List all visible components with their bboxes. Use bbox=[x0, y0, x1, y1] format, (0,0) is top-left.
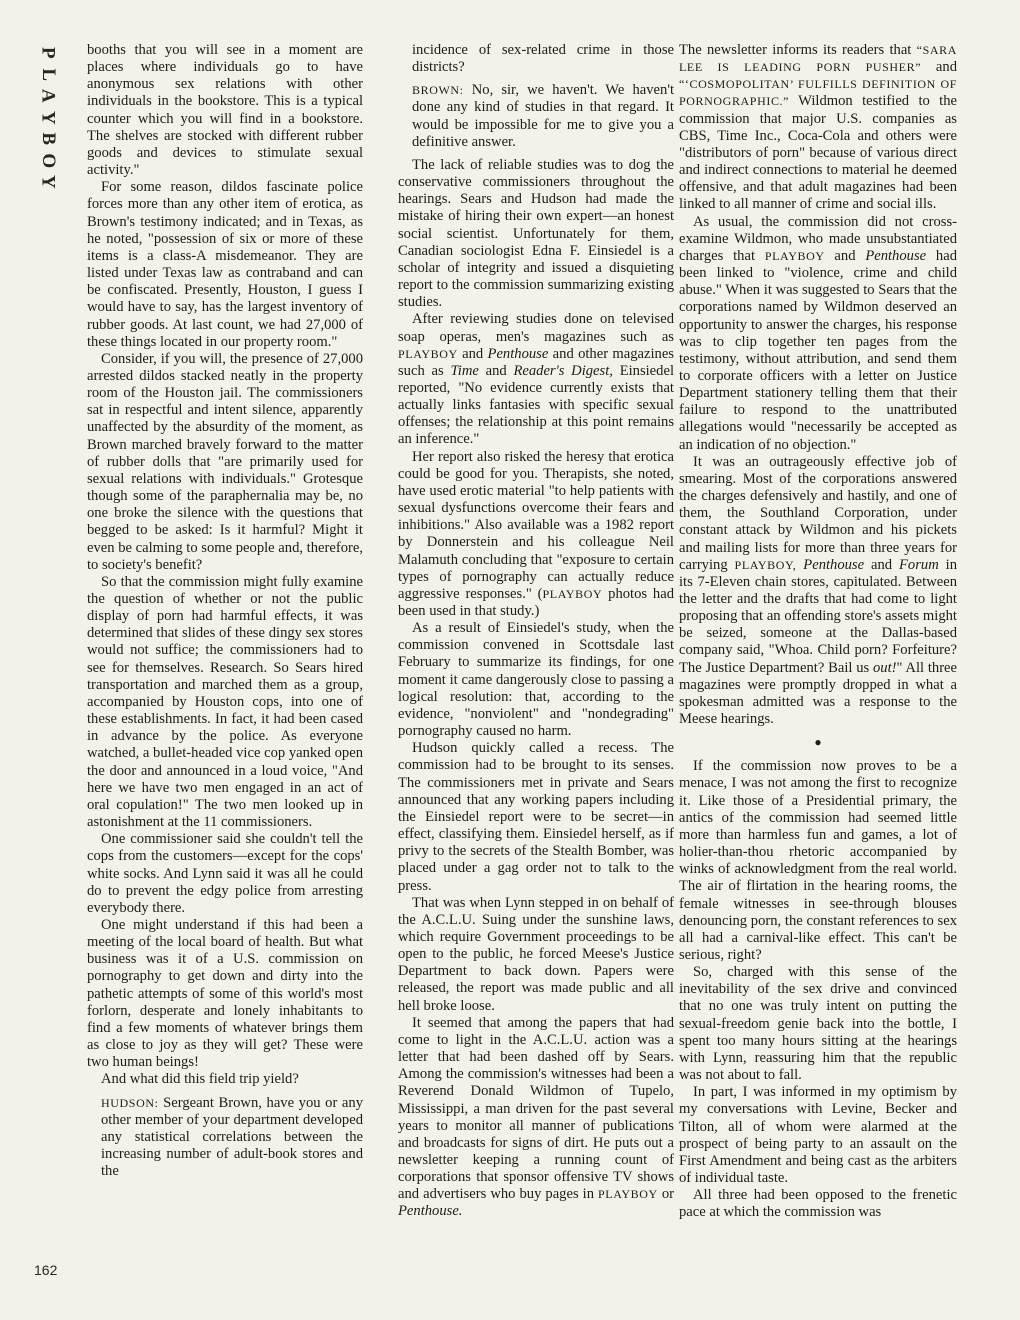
text-run: One commissioner said she couldn't tell the cops from the customers—except for the cops' white socks. And Lynn said it was all he could do to prevent the edgy police from arresting everybody there. bbox=[87, 831, 363, 916]
italic-title: Penthouse. bbox=[398, 1203, 463, 1220]
text-run: and bbox=[864, 556, 899, 573]
text-run: Sergeant Brown, have you or any other member of your department developed any statistical correlations between the increasing number of adult-book stores and the bbox=[101, 1094, 363, 1180]
masthead-letter: B bbox=[37, 132, 59, 146]
body-paragraph bbox=[398, 311, 674, 448]
text-run: in its 7-Eleven chain stores, capitulated. Between the letter and the drafts that had come to light proposing that an offending store's assets might be seized, someone at the Dallas-based company said, "Whoa. Child porn? Forfeiture? The Justice Department? Bail us bbox=[679, 556, 957, 676]
small-caps-text: PLAYBOY, bbox=[734, 557, 797, 572]
page-number: 162 bbox=[34, 1262, 58, 1278]
text-run: As usual, the commission did not cross-examine Wildmon, who made unsubstantiated charges that bbox=[679, 213, 957, 264]
speaker-label: BROWN: bbox=[412, 83, 464, 98]
small-caps-text: “SARA LEE IS LEADING PORN PUSHER” bbox=[679, 43, 957, 75]
body-paragraph bbox=[398, 1015, 674, 1221]
body-paragraph bbox=[679, 42, 957, 214]
text-run: Her report also risked the heresy that erotica could be good for you. Therapists, she noted, have used erotic material "to help patients with sexual dysfunctions overcome their fears and inhibitions." Also available was a 1982 report by Donnerstein and his colleague Neil Malamuth concluding that "exposure to certain types of pornography can actually reduce aggressive responses." ( bbox=[398, 448, 674, 602]
text-run: photos had been used in that study.) bbox=[398, 585, 674, 619]
body-paragraph bbox=[398, 157, 674, 311]
text-run: or bbox=[657, 1186, 674, 1203]
italic-title: Reader's Digest, bbox=[513, 362, 613, 379]
text-run: " All three magazines were promptly dropped in what a spokesman admitted was a response to the Meese hearings. bbox=[679, 659, 958, 728]
column-2 bbox=[398, 42, 674, 1221]
text-run: So that the commission might fully examine the question of whether or not the public display of porn had harmful effects, it was determined that slides of these dingy sex stores would not suffice; the commissioners had to see for themselves. Research. So Sears hired transportation and marched them as a group, accompanied by Houston cops, into one of these establishments. In fact, it had been cased in advance by the police. As everyone watched, a bullet-headed vice cop yanked open the door and announced in a loud voice, "And here we have two men engaged in an act of oral copulation!" The two men looked up in astonishment at the 11 commissioners. bbox=[87, 573, 363, 831]
body-paragraph bbox=[87, 179, 363, 351]
body-paragraph bbox=[679, 758, 957, 964]
column-3 bbox=[679, 42, 957, 1221]
body-paragraph bbox=[398, 620, 674, 740]
text-run: booths that you will see in a moment are places where individuals go to have anonymous sex relations with other individuals in the bookstore. This is a typical counter which you will find in a bookstore. The shelves are stocked with different rubber goods and devices to stimulate sexual activity." bbox=[87, 42, 363, 179]
italic-title: Time bbox=[450, 362, 479, 379]
masthead-letter: P bbox=[37, 46, 59, 59]
speaker-label: HUDSON: bbox=[101, 1095, 159, 1110]
magazine-masthead bbox=[34, 42, 62, 193]
masthead-letter: L bbox=[37, 67, 59, 81]
small-caps-text: PLAYBOY bbox=[398, 346, 458, 361]
text-run: Consider, if you will, the presence of 27,000 arrested dildos stacked neatly in the property room of the Houston jail. The commissioners sat in respectful and intent silence, apparently unaffected by the absurdity of the moment, as Brown marched bravely forward to the matter of rubber dolls that "are primarily used for sexual relations with individuals." Grotesque though some of the paraphernalia may be, no one broke the silence with the questions that begged to be asked: Is it harmful? Might it even be calming to some people and, therefore, to society's benefit? bbox=[87, 350, 363, 573]
body-paragraph bbox=[398, 449, 674, 621]
text-run: All three had been opposed to the frenetic pace at which the commission was bbox=[679, 1187, 957, 1221]
small-caps-text: PLAYBOY bbox=[598, 1187, 658, 1202]
text-run: Hudson quickly called a recess. The commission had to be brought to its senses. The commissioners met in private and Sears announced that any working papers including the Einsiedel report were to be secret—in effect, classifying them. Einsiedel herself, as if privy to the secrets of the Stealth Bomber, was placed under a gag order not to talk to the press. bbox=[398, 740, 674, 894]
body-paragraph bbox=[679, 1187, 957, 1221]
text-run: In part, I was informed in my optimism by my conversations with Levine, Becker and Tilton, all of whom were alarmed at the prospect of being party to an assault on the First Amendment and being cast as the arbiters of individual taste. bbox=[679, 1084, 957, 1186]
text-run: So, charged with this sense of the inevitability of the sex drive and convinced that no one was truly intent on putting the sexual-freedom genie back into the bottle, I spent too many hours sitting at the hearings with Lynn, reassuring him that the republic was not about to fall. bbox=[679, 964, 957, 1084]
text-run: As a result of Einsiedel's study, when the commission convened in Scottsdale last February to summarize its findings, for one moment it came dangerously close to passing a logical resolution: that, according to the evidence, "nonviolent" and "nondegrading" pornography caused no harm. bbox=[398, 620, 674, 740]
transcript-exchange bbox=[412, 82, 674, 151]
masthead-letter: O bbox=[37, 152, 59, 168]
text-run: It seemed that among the papers that had come to light in the A.C.L.U. action was a letter that had been dashed off by Sears. Among the commission's witnesses had been a Reverend Donald Wildmon of Tupelo, Mississippi, a man driven for the past several years to monitor all manner of publications and broadcasts for signs of dirt. He puts out a newsletter keeping a running count of corporations that sponsor offensive TV shows and advertisers who buy pages in bbox=[398, 1014, 674, 1203]
body-paragraph bbox=[679, 1084, 957, 1187]
text-run: and bbox=[921, 59, 957, 76]
body-paragraph bbox=[87, 351, 363, 574]
text-run: After reviewing studies done on televised soap operas, men's magazines such as bbox=[398, 311, 674, 345]
text-run: It was an outrageously effective job of smearing. Most of the corporations answered the charges defensively and hastily, and one of them, the Southland Corporation, under constant attack by Wildmon and his pickets and mailing lists for more than three years for carrying bbox=[679, 453, 957, 573]
body-paragraph bbox=[398, 895, 674, 1015]
masthead-letter: Y bbox=[37, 110, 59, 125]
small-caps-text: “‘COSMOPOLITAN’ FULFILLS DEFINITION OF PORNOGRAPHIC.” bbox=[679, 77, 957, 109]
italic-title: Penthouse bbox=[803, 556, 865, 573]
text-run: Wildmon testified to the commission that major U.S. companies as CBS, Time Inc., Coca-Cola and others were "distributors of porn" because of various direct and indirect connections to material he deemed offensive, and that adult magazines had been linked to all manner of crime and social ills. bbox=[679, 93, 957, 213]
column-1 bbox=[87, 42, 363, 1186]
italic-title: Forum bbox=[899, 556, 939, 573]
body-paragraph bbox=[679, 214, 957, 454]
italic-title: Penthouse bbox=[487, 345, 549, 362]
text-run: and bbox=[478, 362, 514, 379]
body-paragraph bbox=[87, 831, 363, 917]
body-paragraph bbox=[87, 42, 363, 179]
text-run: and other magazines such as bbox=[398, 345, 674, 379]
text-run: One might understand if this had been a meeting of the local board of health. But what business was it of a U.S. commission on pornography to get down and dirty into the pathetic attempts of some of this world's most forlorn, desperate and lonely inhabitants to find a few moments of whatever brings them as close to joy as they will get? These were two human beings! bbox=[87, 916, 363, 1071]
section-break-bullet: ● bbox=[814, 735, 822, 750]
italic-title: Penthouse bbox=[865, 247, 927, 264]
body-paragraph bbox=[398, 740, 674, 894]
italic-title: out! bbox=[872, 659, 897, 676]
small-caps-text: PLAYBOY bbox=[542, 586, 603, 601]
body-paragraph bbox=[679, 454, 957, 729]
masthead-letter: Y bbox=[37, 174, 59, 189]
text-run: Einsiedel reported, "No evidence currently exists that actually links fantasies with specific sexual offenses; the relationship at this point remains an inference." bbox=[398, 362, 674, 448]
text-run: For some reason, dildos fascinate police forces more than any other item of erotica, as Brown's testimony indicated; and in Texas, as he noted, "possession of six or more of these items is a class-A misdemeanor. They are listed under Texas law as contraband and can be confiscated. Presently, Houston, I guess I would have to say, has the largest inventory of rubber goods. At last count, we had 27,000 of these things located in our property room." bbox=[87, 179, 363, 350]
small-caps-text: PLAYBOY bbox=[764, 248, 825, 263]
text-run: and bbox=[457, 345, 488, 362]
text-run: incidence of sex-related crime in those districts? bbox=[412, 42, 674, 76]
text-run: had been linked to "violence, crime and child abuse." When it was suggested to Sears that the corporations named by Wildmon deserved an opportunity to answer the charges, his response was to clip together ten pages from the testimony, without attribution, and send them to corporate officers with a letter on Justice Department stationery telling them that their failure to respond to the unattributed allegations would "necessarily be accepted as an indication of no objection." bbox=[679, 247, 957, 453]
text-run: If the commission now proves to be a menace, I was not among the first to recognize it. Like those of a Presidential primary, the antics of the commission had seemed little more than harmless fun and games, a lot of holier-than-thou rhetoric accompanied by winks of acknowledgment from the real world. The air of flirtation in the hearing rooms, the female witnesses in see-through blouses denouncing porn, the constant references to sex all had a carnival-like effect. This can't be serious, right? bbox=[679, 758, 957, 963]
text-run: The newsletter informs its readers that bbox=[679, 42, 917, 58]
masthead-letter: A bbox=[37, 88, 59, 103]
text-run: The lack of reliable studies was to dog the conservative commissioners throughout the hearings. Sears and Hudson had made the mistake of hiring their own expert—an honest social scientist. Unfortunately for them, Canadian sociologist Edna F. Einsiedel is a scholar of integrity and issued a disquieting report to the commission summarizing existing studies. bbox=[398, 156, 674, 311]
body-paragraph bbox=[87, 917, 363, 1071]
transcript-exchange bbox=[412, 42, 674, 76]
transcript-exchange bbox=[101, 1095, 363, 1181]
text-run: And what did this field trip yield? bbox=[101, 1071, 299, 1088]
text-run: No, sir, we haven't. We haven't done any kind of studies in that regard. It would be impossible for me to give you a definitive answer. bbox=[412, 82, 674, 150]
text-run: and bbox=[824, 247, 866, 264]
body-paragraph bbox=[87, 574, 363, 831]
body-paragraph bbox=[87, 1071, 363, 1088]
body-paragraph bbox=[679, 964, 957, 1084]
text-run: That was when Lynn stepped in on behalf of the A.C.L.U. Suing under the sunshine laws, which require Government proceedings to be open to the public, he forced Meese's Justice Department to back down. Papers were released, the report was made public and all hell broke loose. bbox=[398, 894, 674, 1014]
